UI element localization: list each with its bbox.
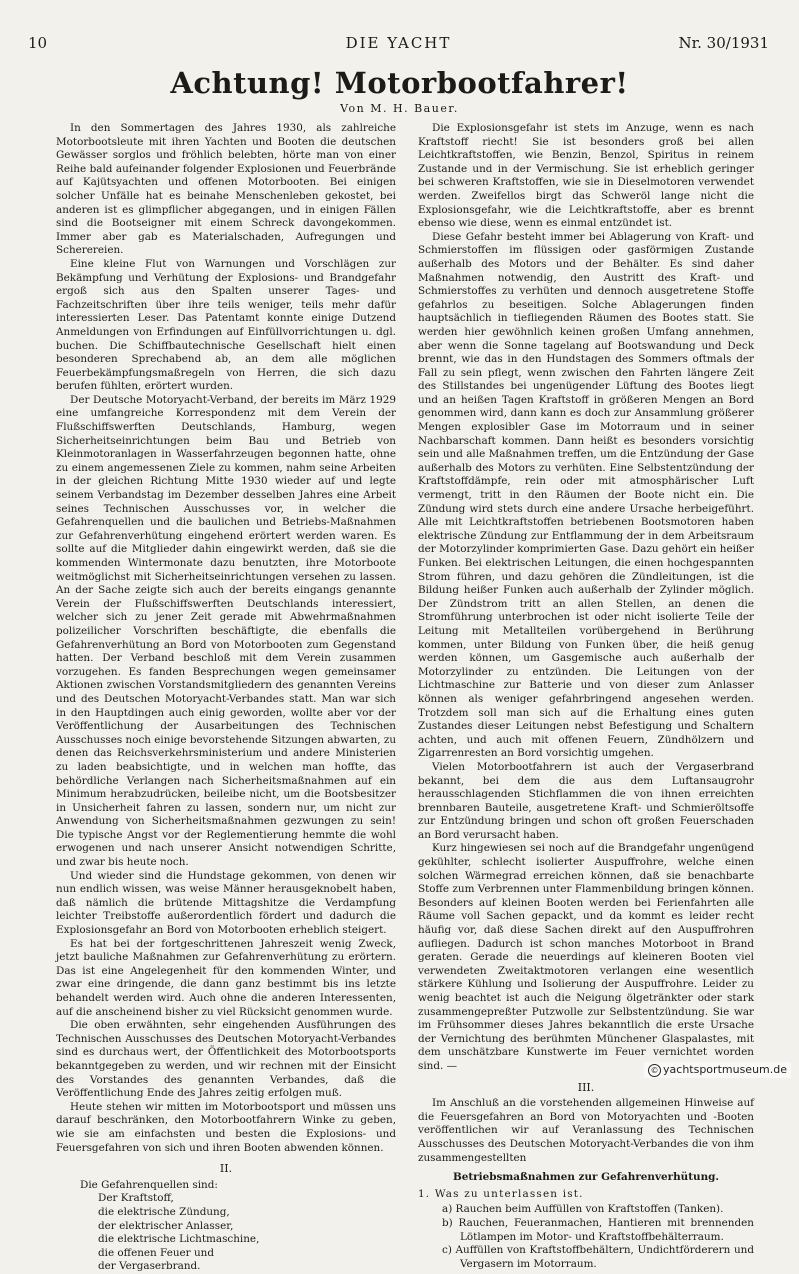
list-item: der elektrischer Anlasser, <box>98 1219 234 1232</box>
article-byline: Von M. H. Bauer. <box>340 102 459 115</box>
section-two-numeral: II. <box>219 1162 233 1176</box>
paragraph: Und wieder sind die Hundstage gekommen, von denen wir nun endlich wissen, was weise Männer herausgeknobelt haben, daß nämlich die brütende Mittagshitze die Verdampfung leichter Treibstoffe außerordentlich fördert und dadurch die Explosionsgefahr an Bord von Motorbooten erheblich steigert. <box>56 869 396 937</box>
paragraph: In den Sommertagen des Jahres 1930, als zahlreiche Motorbootsleute mit ihren Yachten und Booten die deutschen Gewässer sorglos und fröhlich belebten, hörte man von einer Reihe bald aufeinander folgender Explosionen und Feuerbrände auf Kajütsyachten und offenen Motorbooten. Bei einigen solcher Unfälle hat es beinahe Menschenleben gekostet, bei anderen ist es glimpflicher abgegangen, und in einigen Fällen sind die Bootseigner mit einem Schreck davongekommen. Immer aber gab es Materialschaden, Aufregungen und Schererеien. <box>56 122 396 257</box>
rules-heading: Betriebsmaßnahmen zur Gefahrenverhütung. <box>452 1171 720 1184</box>
rules-list-title: 1. Was zu unterlassen ist. <box>418 1187 584 1200</box>
list-item: c) Auffüllen von Kraftstoffbehältern, Undichtförderern und Vergasern im Motorraum. <box>442 1244 754 1270</box>
magazine-title: DIE YACHT <box>345 34 452 52</box>
paragraph: Vielen Motorbootfahrern ist auch der Vergaserbrand bekannt, bei dem die aus dem Luftansaugrohr herausschlagenden Stichflammen die von ihnen erreichten brennbaren Bauteile, ausgetretene Kraft- und Schmieröltsoffe zur Entzündung bringen und schon oft großen Feuerschaden an Bord verursacht haben. <box>418 760 754 841</box>
issue-number: Nr. 30/1931 <box>678 34 769 52</box>
copyright-icon: © <box>648 1064 661 1077</box>
list-item: der Vergaserbrand. <box>98 1260 201 1273</box>
paragraph: Die Explosionsgefahr ist stets im Anzuge, wenn es nach Kraftstoff riecht! Sie ist besonders groß bei allen Leichtkraftstoffen, wie Benzin, Benzol, Spiritus in reinem Zustande und in der Vermischung. Sie ist erheblich geringer bei schweren Kraftstoffen, wie sie in Dieselmotoren verwendet werden. Zweifellos birgt das Schweröl lange nicht die Explosionsgefahr, wie die Leichtkraftstoffe, aber es brennt ebenso wie diese, wenn es einmal entzündet ist. <box>418 122 754 230</box>
paragraph: Im Anschluß an die vorstehenden allgemeinen Hinweise auf die Feuersgefahren an Bord von Motoryachten und -Booten veröffentlichen wir auf Veranlassung des Technischen Ausschusses des Deutschen Motoryacht-Verbandes die von ihm zusammengestellten <box>418 1097 754 1164</box>
right-column <box>418 122 754 1271</box>
danger-sources-intro: Die Gefahrenquellen sind: <box>80 1178 218 1191</box>
left-column <box>56 122 396 1274</box>
paragraph: Es hat bei der fortgeschrittenen Jahreszeit wenig Zweck, jetzt bauliche Maßnahmen zur Gefahrenverhütung zu erörtern. Das ist eine Angelegenheit für den kommenden Winter, und zwar eine dringende, die dann ganz bestimmt bis ins letzte behandelt werden wird. Auch ohne die anderen Interessenten, auf die anscheinend bisher zu viel Rücksicht genommen wurde. <box>56 937 396 1018</box>
section-three-numeral: III. <box>577 1080 595 1094</box>
list-item: die elektrische Lichtmaschine, <box>98 1233 260 1246</box>
danger-sources-list <box>80 1179 396 1274</box>
paragraph: Der Deutsche Motoryacht-Verband, der bereits im März 1929 eine umfangreiche Korrespondenz mit dem Verein der Flußschiffswerften Deutschlands, Hamburg, wegen Sicherheitseinrichtungen beim Bau und Betrieb von Kleinmotoranlagen in Wasserfahrzeugen begonnen hatte, ohne zu einem angemessenen Ziele zu kommen, nahm seine Arbeiten in der gleichen Richtung Mitte 1930 wieder auf und legte seinem Verbandstag im Dezember desselben Jahres eine Arbeit seines Technischen Ausschusses vor, in welcher die Gefahrenquellen und die baulichen und Betriebs-Maßnahmen zur Gefahrenverhütung eingehend erörtert werden waren. Es sollte auf die Mitglieder dahin eingewirkt werden, daß sie die kommenden Wintermonate dazu benutzten, ihre Motorboote weitmöglichst mit Sicherheitseinrichtungen versehen zu lassen. An der Sache zeigte sich auch der bereits eingangs genannte Verein der Flußschiffswerften Deutschlands interessiert, welcher sich zu jener Zeit gerade mit Abwehrmaßnahmen polizeilicher Vorschriften beschäftigte, die ebenfalls die Gefahrenverhütung an Bord von Motorbooten zum Gegenstand hatten. Der Verband beschloß mit dem Verein zusammen vorzugehen. Es fanden Besprechungen wegen gemeinsamer Aktionen zwischen Vorstandsmitgliedern des genannten Vereins und des Deutschen Motoryacht-Verbandes statt. Man war sich in den Hauptdingen auch einig geworden, wollte aber vor der Veröffentlichung der Ausarbeitungen des Technischen Ausschusses noch einige bevorstehende Sitzungen abwarten, zu denen das Reichsverkehrsministerium und andere Ministerien zu laden beabsichtigte, und in welchen man hoffte, das behördliche Verlangen nach Sicherheitsmaßnahmen auf ein Minimum herabzudrücken, beileibe nicht, um die Bootsbesitzer in Unsicherheit fahren zu lassen, sondern nur, um nicht zur Anwendung von Sicherheitsmaßnahmen gezwungen zu sein! Die typische Angst vor der Reglementierung hemmte die wohl erwogenen und nach unserer Ansicht notwendigen Schritte, und zwar bis heute noch. <box>56 393 397 869</box>
paragraph: Kurz hingewiesen sei noch auf die Brandgefahr ungenügend gekühlter, schlecht isolierter Auspuffrohre, welche einen solchen Wärmegrad erreichen können, daß sie benachbarte Stoffe zum Verbrennen unter Flammenbildung bringen können. Besonders auf kleinen Booten werden bei Ferienfahrten alle Räume voll Sachen gepackt, und da kommt es leider recht häufig vor, daß diese Sachen direkt auf den Auspuffrohren aufliegen. Dadurch ist schon manches Motorboot in Brand geraten. Gerade die neuerdings auf kleineren Booten viel verwendeten Zweitaktmotoren verlangen eine wesentlich stärkere Kühlung und Isolierung der Auspuffrohre. Leider zu wenig beachtet ist auch die Neigung ölgetränkter oder stark zusammengepreßter Putzwolle zur Selbstentzündung. Sie war im Frühsommer dieses Jahres bekanntlich die erste Ursache der Vernichtung des berühmten Münchener Glaspalastes, mit dem unschätzbare Kunstwerte im Feuer vernichtet worden sind. — <box>418 842 754 1072</box>
article-title: Achtung! Motorbootfahrer! <box>170 66 629 100</box>
list-item: die offenen Feuer und <box>98 1246 214 1259</box>
page-header <box>28 34 769 54</box>
paragraph: Eine kleine Flut von Warnungen und Vorschlägen zur Bekämpfung und Verhütung der Explosions- und Brandgefahr ergoß sich aus den Spalten unserer Tages- und Fachzeitschriften über ihre teils weniger, teils mehr dafür interessierten Leser. Das Patentamt konnte einige Dutzend Anmeldungen von Erfindungen auf Einfüllvorrichtungen u. dgl. buchen. Die Schiffbautechnische Gesellschaft hielt einen besonderen Sprechabend ab, an dem alle möglichen Feuerbekämpfungsmaßregeln von Herren, die sich dazu berufen fühlten, erörtert wurden. <box>56 257 396 393</box>
page-number: 10 <box>28 34 48 52</box>
paragraph: Diese Gefahr besteht immer bei Ablagerung von Kraft- und Schmierstoffen im flüssigen oder gasförmigen Zustande außerhalb des Motors und der Behälter. Es sind daher Maßnahmen notwendig, den Austritt des Kraft- und Schmierstoffes zu verhüten und dennoch ausgetretene Stoffe gefahrlos zu beseitigen. Solche Ablagerungen finden hauptsächlich in tiefliegenden Räumen des Bootes statt. Sie werden hier gewöhnlich keinen großen Umfang annehmen, aber wenn die Sonne tagelang auf Bootswandung und Deck brennt, wie das in den Hundstagen des Sommers oftmals der Fall zu sein pflegt, wenn zwischen den Fahrten längere Zeit des Stillstandes bei ungenügender Lüftung des Bootes liegt und an heißen Tagen Kraftstoff in größeren Mengen an Bord genommen wird, dann kann es doch zur Ansammlung größerer Mengen explosibler Gase im Motorraum und in seiner Nachbarschaft kommen. Dann heißt es besonders vorsichtig sein und alle Maßnahmen treffen, um die Entzündung der Gase außerhalb des Motors zu verhüten. Eine Selbstentzündung der Kraftstoffdämpfe, rein oder mit atmosphärischer Luft vermengt, tritt in den Räumen der Boote nicht ein. Die Zündung wird stets durch eine andere Ursache herbeigeführt. Alle mit Leichtkraftstoffen betriebenen Bootsmotoren haben elektrische Zündung zur Entflammung der in dem Arbeitsraum der Motorzylinder komprimierten Gase. Dazu gehört ein heißer Funken. Bei elektrischen Leitungen, die einen hochgespannten Strom führen, und dazu gehören die Zündleitungen, ist die Bildung heißer Funken auch außerhalb der Zylinder möglich. Der Zündstrom tritt an allen Stellen, an denen die Stromführung unterbrochen ist oder nicht isolierte Teile der Leitung mit Metallteilen vorübergehend in Berührung kommen, unter Bildung von Funken über, die heiß genug werden können, um Gasgemische auch außerhalb der Motorzylinder zu entzünden. Die Leitungen von der Lichtmaschine zur Batterie und von dieser zum Anlasser können als weniger gefahrbringend angesehen werden. Trotzdem soll man sich auf die Erhaltung eines guten Zustandes dieser Leitungen nebst Befestigung und Schaltern achten, und auch mit offenen Feuern, Zündhölzern und Zigarrenresten an Bord vorsichtig umgehen. <box>418 230 754 760</box>
paragraph: Heute stehen wir mitten im Motorbootsport und müssen uns darauf beschränken, den Motorbootfahrern Winke zu geben, wie sie am einfachsten und besten die Explosions- und Feuersgefahren von sich und ihren Booten abwenden können. <box>56 1100 396 1154</box>
list-item: die elektrische Zündung, <box>98 1205 230 1218</box>
list-item: b) Rauchen, Feueranmachen, Hantieren mit brennenden Lötlampen im Motor- und Kraftstoffbehälterraum. <box>442 1216 754 1243</box>
watermark <box>644 1062 791 1078</box>
watermark-text: yachtsportmuseum.de <box>663 1063 787 1076</box>
list-item: a) Rauchen beim Auffüllen von Kraftstoffen (Tanken). <box>442 1203 724 1216</box>
paragraph: Die oben erwähnten, sehr eingehenden Ausführungen des Technischen Ausschusses des Deutschen Motoryacht-Verbandes sind es durchaus wert, der Öffentlichkeit des Motorbootsports bekanntgegeben zu werden, und wir rechnen mit der Einsicht des Vorstandes des genannten Verbandes, daß die Veröffentlichung Ende des Jahres zeitig erfolgen muß. <box>56 1019 396 1100</box>
list-item: Der Kraftstoff, <box>98 1192 174 1205</box>
